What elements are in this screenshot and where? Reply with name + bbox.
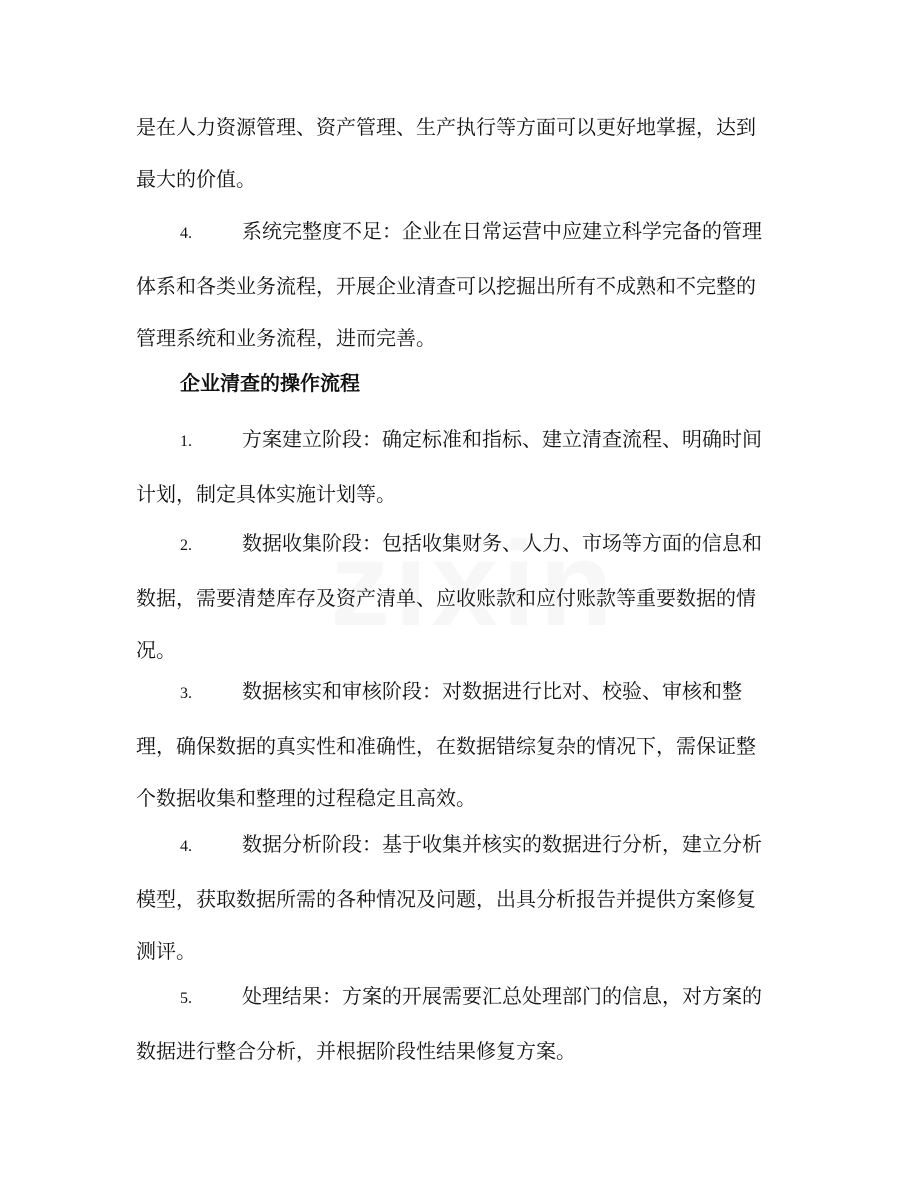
list-item — [136, 517, 772, 676]
list-item-number: 4. — [180, 838, 192, 855]
list-item — [136, 205, 772, 364]
list-item-number: 4. — [180, 225, 192, 242]
list-item-number: 5. — [180, 990, 192, 1007]
list-item-number: 1. — [180, 433, 192, 450]
list-item-text: 数据核实和审核阶段：对数据进行比对、校验、审核和整理，确保数据的真实性和准确性，在数据错综复杂的情况下，需保证整个数据收集和整理的过程稳定且高效。 — [136, 679, 756, 810]
list-item-text: 数据收集阶段：包括收集财务、人力、市场等方面的信息和数据，需要清楚库存及资产清单、应收账款和应付账款等重要数据的情况。 — [136, 531, 762, 662]
list-item — [136, 413, 772, 520]
list-item-text: 数据分析阶段：基于收集并核实的数据进行分析，建立分析模型，获取数据所需的各种情况及问题，出具分析报告并提供方案修复测评。 — [136, 832, 762, 963]
list-item — [136, 665, 772, 824]
list-item-number: 3. — [180, 685, 192, 702]
list-item — [136, 818, 772, 977]
list-item-text: 处理结果：方案的开展需要汇总处理部门的信息，对方案的数据进行整合分析，并根据阶段性结果修复方案。 — [136, 984, 762, 1063]
intro-paragraph: 是在人力资源管理、资产管理、生产执行等方面可以更好地掌握，达到最大的价值。 — [136, 115, 756, 191]
list-item-text: 方案建立阶段：确定标准和指标、建立清查流程、明确时间计划，制定具体实施计划等。 — [136, 427, 762, 506]
list-item — [136, 970, 772, 1077]
list-item-number: 2. — [180, 537, 192, 554]
list-item-text: 系统完整度不足：企业在日常运营中应建立科学完备的管理体系和各类业务流程，开展企业清查可以挖掘出所有不成熟和不完整的管理系统和业务流程，进而完善。 — [136, 219, 762, 350]
section-heading: 企业清查的操作流程 — [180, 371, 360, 395]
